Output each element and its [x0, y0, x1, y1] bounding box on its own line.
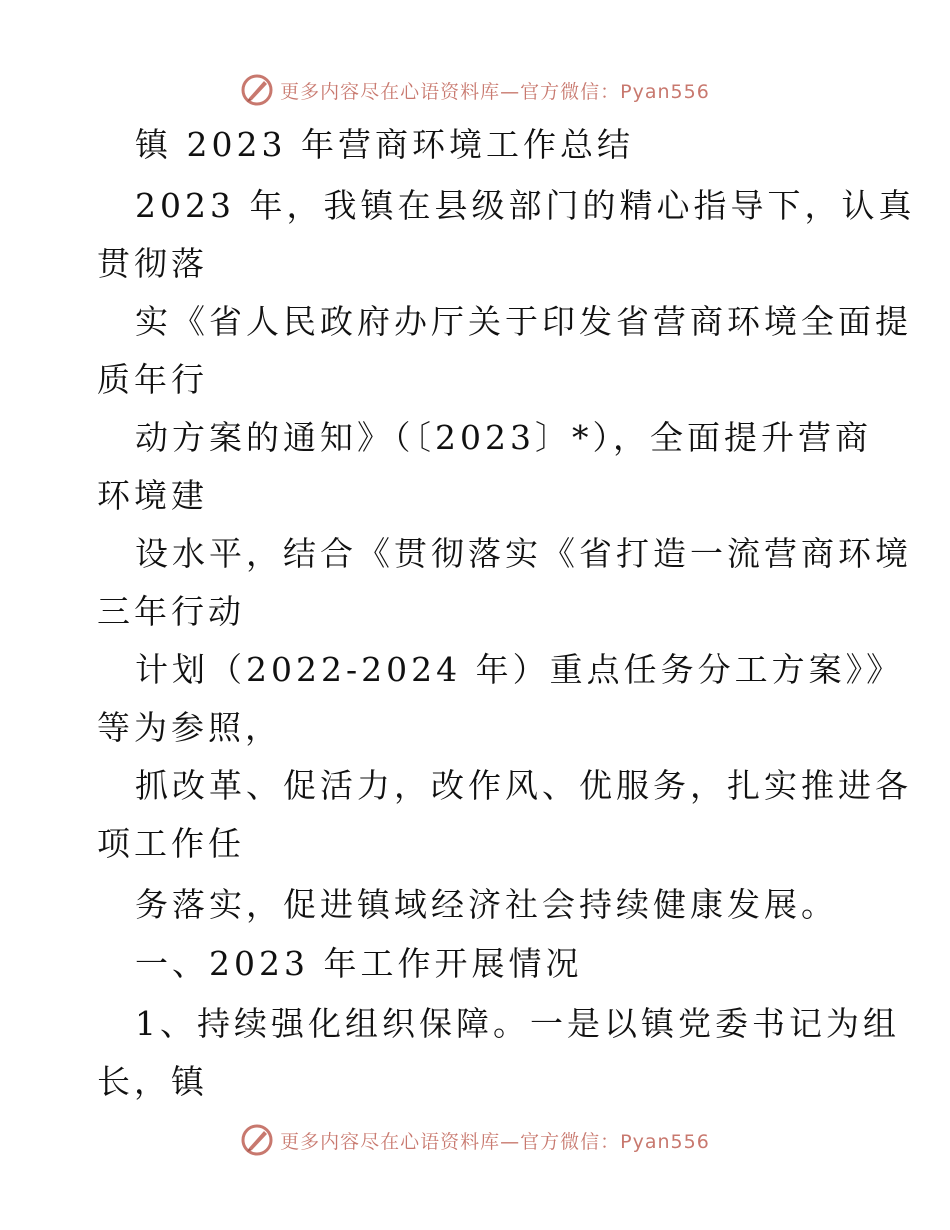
paragraph-line: 项工作任 — [97, 824, 245, 863]
paragraph-line: 动方案的通知》（〔2023〕*），全面提升营商 — [135, 418, 872, 457]
paragraph-line: 环境建 — [97, 476, 208, 515]
paragraph-line: 抓改革、促活力，改作风、优服务，扎实推进各 — [135, 766, 912, 805]
quill-pen-logo-icon — [240, 1123, 274, 1157]
paragraph-line: 等为参照， — [97, 708, 282, 747]
paragraph-line: 实《省人民政府办厅关于印发省营商环境全面提 — [135, 302, 912, 341]
watermark-text: 更多内容尽在心语资料库—官方微信：Pyan556 — [280, 80, 710, 103]
paragraph-line: 2023 年，我镇在县级部门的精心指导下，认真 — [135, 186, 916, 225]
paragraph-line: 长，镇 — [97, 1062, 208, 1101]
document-title: 镇 2023 年营商环境工作总结 — [135, 125, 634, 164]
paragraph-line: 务落实，促进镇域经济社会持续健康发展。 — [135, 885, 838, 924]
quill-pen-logo-icon — [240, 73, 274, 107]
section-heading: 一、2023 年工作开展情况 — [135, 944, 583, 983]
bottom-watermark — [0, 1120, 950, 1160]
paragraph-line: 质年行 — [97, 360, 208, 399]
paragraph-line: 设水平，结合《贯彻落实《省打造一流营商环境 — [135, 534, 912, 573]
paragraph-line: 计划（2022-2024 年）重点任务分工方案》》 — [135, 650, 904, 689]
watermark-text: 更多内容尽在心语资料库—官方微信：Pyan556 — [280, 1130, 710, 1153]
paragraph-line: 三年行动 — [97, 592, 245, 631]
top-watermark — [0, 70, 950, 110]
paragraph-line: 1、持续强化组织保障。一是以镇党委书记为组 — [135, 1004, 900, 1043]
paragraph-line: 贯彻落 — [97, 244, 208, 283]
